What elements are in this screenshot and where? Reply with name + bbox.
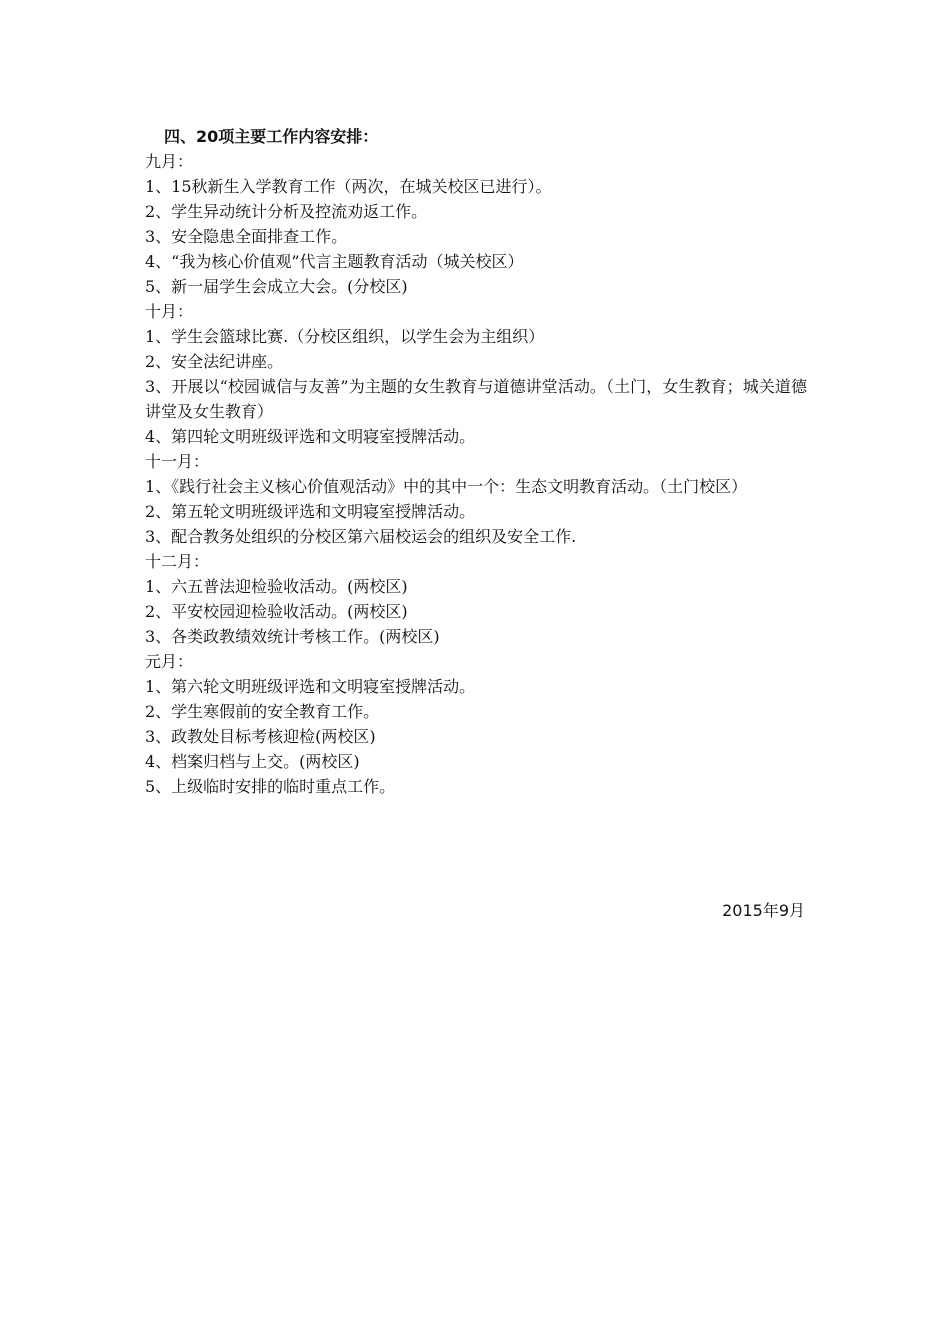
list-item: 1、《践行社会主义核心价值观活动》中的其中一个：生态文明教育活动。（土门校区） [145,477,748,496]
list-item: 2、平安校园迎检验收活动。(两校区) [145,602,408,621]
list-item: 2、学生寒假前的安全教育工作。 [145,702,380,721]
month-label-december: 十二月： [145,552,210,571]
list-item: 3、安全隐患全面排查工作。 [145,227,348,246]
list-item: 5、新一届学生会成立大会。(分校区) [145,277,408,296]
list-item: 2、学生异动统计分析及控流劝返工作。 [145,202,428,221]
list-item: 3、配合教务处组织的分校区第六届校运会的组织及安全工作. [145,527,577,546]
month-label-october: 十月： [145,302,194,321]
section-heading: 四、20项主要工作内容安排： [164,127,379,146]
list-item: 4、档案归档与上交。(两校区) [145,752,360,771]
document-body [145,124,807,799]
list-item: 4、“我为核心价值观”代言主题教育活动（城关校区） [145,252,524,271]
list-item: 3、政教处目标考核迎检(两校区) [145,727,376,746]
month-label-january: 元月： [145,652,194,671]
list-item: 4、第四轮文明班级评选和文明寝室授牌活动。 [145,427,476,446]
list-item: 2、第五轮文明班级评选和文明寝室授牌活动。 [145,502,476,521]
list-item: 5、上级临时安排的临时重点工作。 [145,777,396,796]
list-item: 2、安全法纪讲座。 [145,352,284,371]
month-label-november: 十一月： [145,452,210,471]
list-item: 1、第六轮文明班级评选和文明寝室授牌活动。 [145,677,476,696]
list-item: 3、开展以“校园诚信与友善”为主题的女生教育与道德讲堂活动。（土门，女生教育；城关道德讲堂及女生教育） [145,377,807,421]
document-date: 2015年9月 [722,901,805,920]
list-item: 1、15秋新生入学教育工作（两次，在城关校区已进行）。 [145,177,552,196]
list-item: 1、六五普法迎检验收活动。(两校区) [145,577,408,596]
list-item: 3、各类政教绩效统计考核工作。(两校区) [145,627,440,646]
month-label-september: 九月： [145,152,194,171]
list-item: 1、学生会篮球比赛.（分校区组织，以学生会为主组织） [145,327,545,346]
